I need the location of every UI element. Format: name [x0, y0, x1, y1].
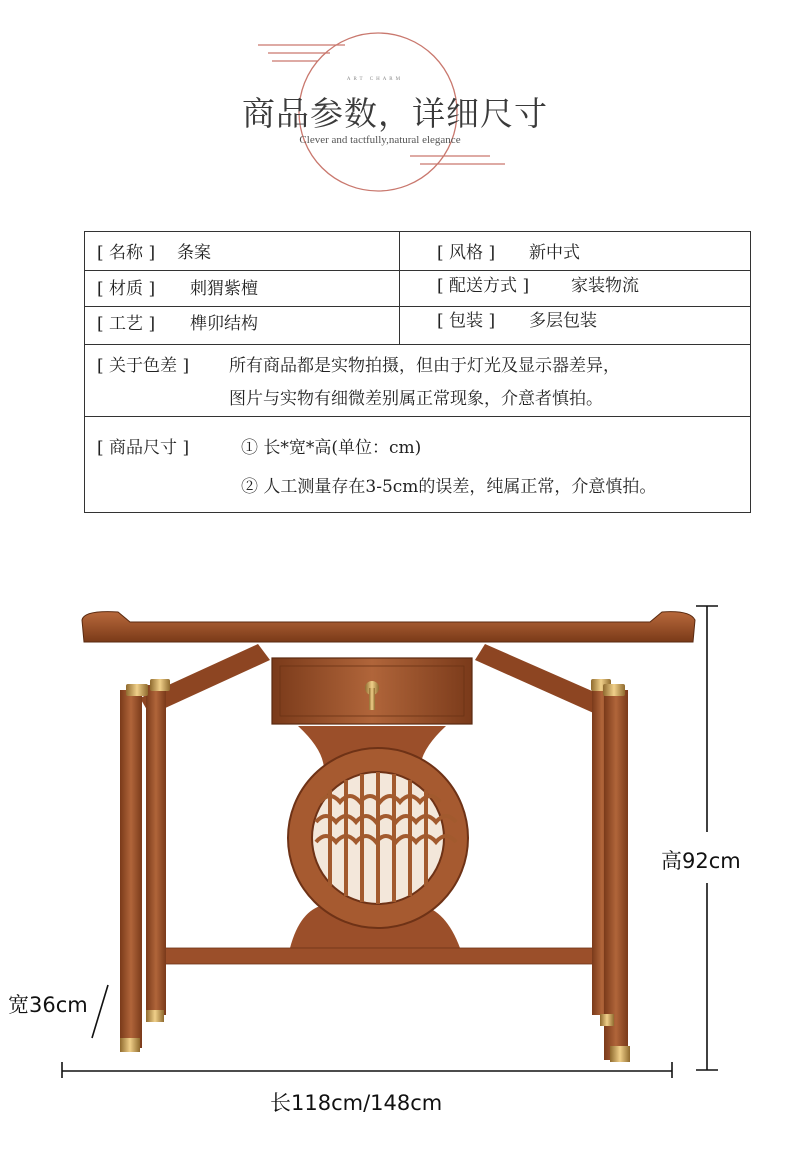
- color-diff-line-2: 图片与实物有细微差别属正常现象，介意者慎拍。: [229, 389, 603, 409]
- color-diff-line-1: 所有商品都是实物拍摄，但由于灯光及显示器差异，: [229, 356, 620, 376]
- art-charm-label: ART CHARM: [346, 77, 404, 82]
- package-label: [ 包装 ]: [437, 311, 496, 331]
- delivery-value: 家装物流: [571, 276, 639, 296]
- page-title: 商品参数，详细尺寸: [242, 94, 548, 133]
- material-value: 刺猬紫檀: [190, 279, 258, 299]
- size-label: [ 商品尺寸 ]: [97, 438, 190, 458]
- color-diff-label: [ 关于色差 ]: [97, 356, 190, 376]
- style-value: 新中式: [529, 243, 580, 263]
- name-value: 条案: [177, 243, 211, 263]
- material-label: [ 材质 ]: [97, 279, 156, 299]
- page-subtitle: Clever and tactfully,natural elegance: [299, 134, 461, 146]
- length-dimension: 长118cm/148cm: [270, 1091, 443, 1115]
- package-value: 多层包装: [529, 311, 597, 331]
- style-label: [ 风格 ]: [437, 243, 496, 263]
- size-line-1: ① 长*宽*高(单位：cm): [241, 438, 422, 458]
- delivery-label: [ 配送方式 ]: [437, 276, 530, 296]
- height-dimension: 高92cm: [661, 849, 741, 873]
- width-dimension: 宽36cm: [8, 993, 88, 1017]
- craft-value: 榫卯结构: [190, 314, 258, 334]
- craft-label: [ 工艺 ]: [97, 314, 156, 334]
- name-label: [ 名称 ]: [97, 243, 156, 263]
- size-line-2: ② 人工测量存在3-5cm的误差，纯属正常，介意慎拍。: [241, 477, 657, 497]
